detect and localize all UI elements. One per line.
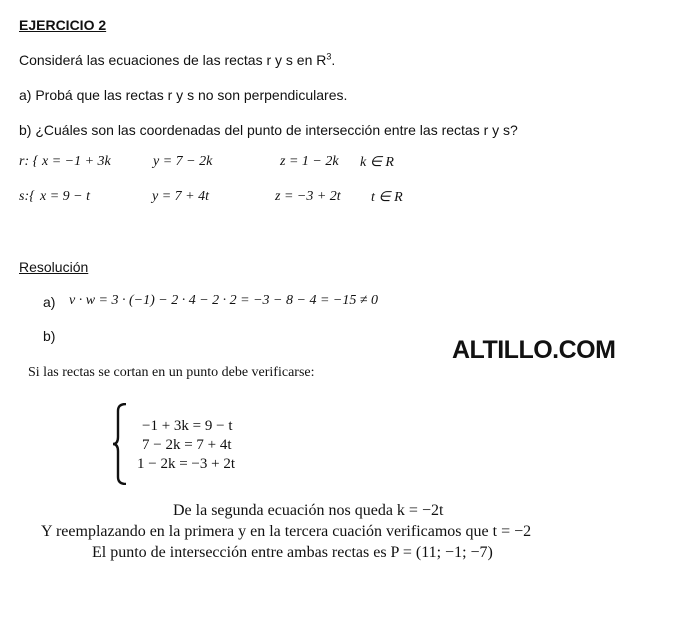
line-r-x: x = −1 + 3k bbox=[42, 154, 111, 169]
problem-intro bbox=[19, 52, 335, 68]
line-s-z: z = −3 + 2t bbox=[275, 189, 341, 204]
conclusion-line-2: Y reemplazando en la primera y en la tercera cuación verificamos que t = −2 bbox=[41, 523, 532, 540]
conclusion-line-3: El punto de intersección entre ambas rectas es P = (11; −1; −7) bbox=[92, 544, 493, 561]
line-s-label: s:{ bbox=[19, 189, 35, 204]
line-r-y: y = 7 − 2k bbox=[153, 154, 213, 169]
resolution-b-intro: Si las rectas se cortan en un punto debe verificarse: bbox=[28, 365, 315, 380]
page-title: EJERCICIO 2 bbox=[19, 17, 107, 33]
part-b-statement: b) ¿Cuáles son las coordenadas del punto de intersección entre las rectas r y s? bbox=[19, 122, 518, 138]
resolution-a-equation: v · w = 3 · (−1) − 2 · 4 − 2 · 2 = −3 − 8 − 4 = −15 ≠ 0 bbox=[69, 293, 379, 308]
conclusion-line-1: De la segunda ecuación nos queda k = −2t bbox=[173, 502, 444, 519]
intro-superscript: 3 bbox=[326, 51, 332, 62]
system-equation-1: −1 + 3k = 9 − t bbox=[142, 418, 233, 434]
line-s-x: x = 9 − t bbox=[40, 189, 90, 204]
line-s-y: y = 7 + 4t bbox=[152, 189, 209, 204]
system-brace-icon bbox=[112, 403, 132, 485]
part-a-statement: a) Probá que las rectas r y s no son perpendiculares. bbox=[19, 87, 348, 103]
intro-text: Considerá las ecuaciones de las rectas r y s en R bbox=[19, 52, 327, 68]
intro-end: . bbox=[331, 52, 336, 68]
system-equation-3: 1 − 2k = −3 + 2t bbox=[137, 456, 236, 472]
resolution-b-label: b) bbox=[43, 328, 56, 344]
line-r-label: r: { bbox=[19, 154, 39, 169]
line-s-param: t ∈ R bbox=[371, 190, 403, 205]
watermark-logo: ALTILLO.COM bbox=[452, 336, 616, 364]
system-equation-2: 7 − 2k = 7 + 4t bbox=[142, 437, 232, 453]
line-r-z: z = 1 − 2k bbox=[280, 154, 339, 169]
line-r-param: k ∈ R bbox=[360, 155, 394, 170]
resolution-heading: Resolución bbox=[19, 259, 89, 275]
resolution-a-label: a) bbox=[43, 294, 56, 310]
